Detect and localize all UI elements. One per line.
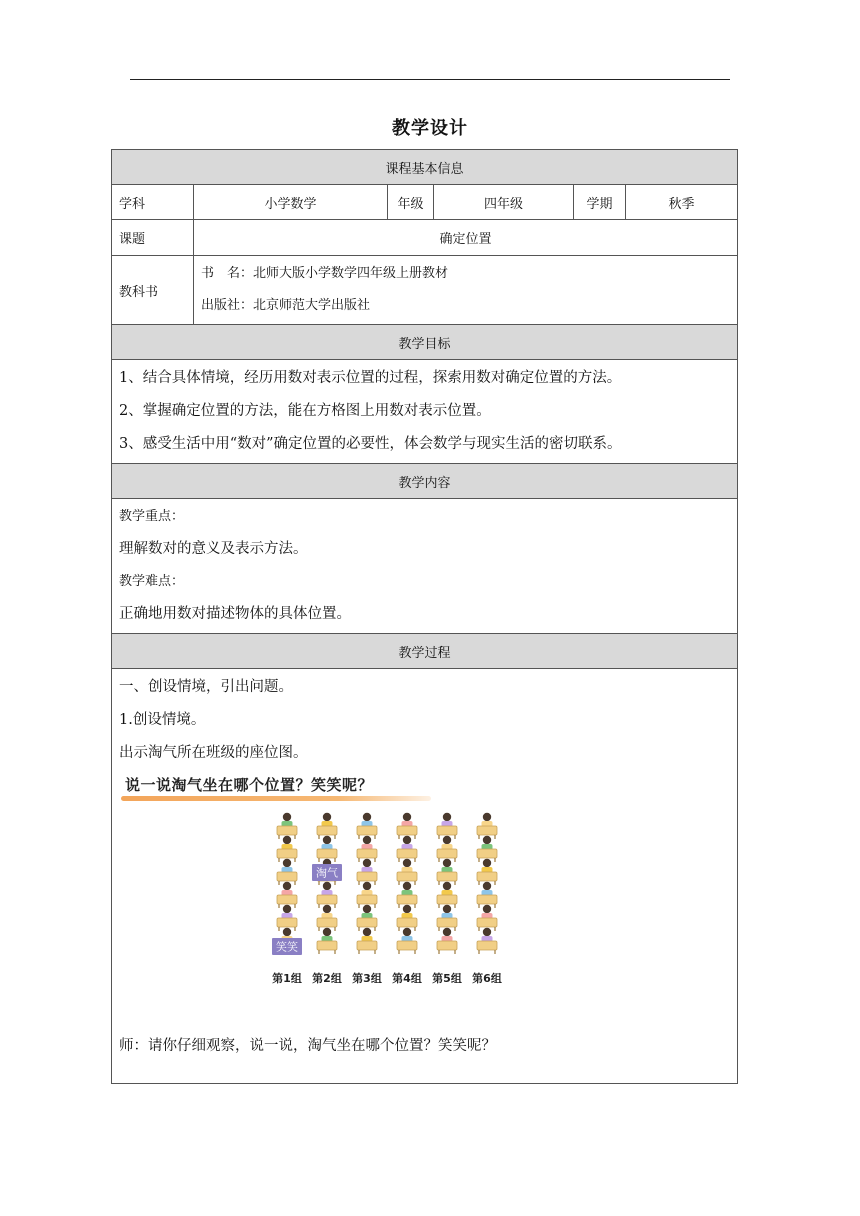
page-title: 教学设计 <box>392 118 468 139</box>
teacher-question: 师：请你仔细观察，说一说，淘气坐在哪个位置？笑笑呢？ <box>119 1038 496 1054</box>
content-header: 教学内容 <box>112 464 738 499</box>
student-head <box>323 813 331 821</box>
taoqi-tag: 淘气 <box>316 866 338 880</box>
student-head <box>283 928 291 936</box>
desk <box>277 918 297 927</box>
seating-figure <box>119 770 730 1026</box>
desk <box>277 872 297 881</box>
process-step-1-text: 出示淘气所在班级的座位图。 <box>119 745 308 761</box>
group-label: 第3组 <box>352 972 382 985</box>
student-head <box>323 836 331 844</box>
desk <box>397 826 417 835</box>
student-head <box>363 836 371 844</box>
student-head <box>403 859 411 867</box>
desk <box>477 941 497 950</box>
desk <box>437 872 457 881</box>
student-head <box>403 882 411 890</box>
student-head <box>483 928 491 936</box>
student-head <box>443 813 451 821</box>
desk <box>397 895 417 904</box>
desk <box>477 918 497 927</box>
objectives-header: 教学目标 <box>112 325 738 360</box>
desk <box>317 941 337 950</box>
objective-item-3: 3、感受生活中用“数对”确定位置的必要性，体会数学与现实生活的密切联系。 <box>119 436 622 452</box>
textbook-name: 书 名：北师大版小学数学四年级上册教材 <box>201 266 449 281</box>
basic-info-header: 课程基本信息 <box>112 150 738 185</box>
student-head <box>403 928 411 936</box>
objective-item-2: 2、掌握确定位置的方法，能在方格图上用数对表示位置。 <box>119 403 491 419</box>
student-head <box>403 836 411 844</box>
desk <box>477 872 497 881</box>
topic-label: 课题 <box>112 220 194 256</box>
desk <box>437 941 457 950</box>
student-head <box>323 928 331 936</box>
desk <box>397 849 417 858</box>
group-label: 第6组 <box>472 972 502 985</box>
difficulty-text: 正确地用数对描述物体的具体位置。 <box>119 606 351 622</box>
student-head <box>363 813 371 821</box>
caption-highlight <box>121 796 431 801</box>
group-label: 第2组 <box>312 972 342 985</box>
desk <box>477 826 497 835</box>
key-point-text: 理解数对的意义及表示方法。 <box>119 541 308 557</box>
student-head <box>443 882 451 890</box>
student-head <box>443 905 451 913</box>
student-head <box>283 905 291 913</box>
xiaoxiao-tag: 笑笑 <box>276 940 298 954</box>
figure-caption: 说一说淘气坐在哪个位置？笑笑呢？ <box>125 776 374 794</box>
desk <box>357 895 377 904</box>
student-head <box>443 859 451 867</box>
desk <box>317 918 337 927</box>
student-head <box>483 836 491 844</box>
group-label: 第5组 <box>432 972 462 985</box>
desk <box>397 918 417 927</box>
topic-value: 确定位置 <box>194 220 738 256</box>
header-rule <box>130 79 730 80</box>
group-label: 第1组 <box>272 972 302 985</box>
desk <box>357 849 377 858</box>
process-step-1: 一、创设情境，引出问题。 <box>119 679 293 695</box>
student-head <box>483 905 491 913</box>
student-head <box>323 882 331 890</box>
desk <box>477 895 497 904</box>
group-label: 第4组 <box>392 972 422 985</box>
student-head <box>363 905 371 913</box>
difficulty-label: 教学难点： <box>119 574 185 589</box>
desk <box>357 941 377 950</box>
desk <box>357 918 377 927</box>
student-head <box>483 813 491 821</box>
textbook-publisher: 出版社：北京师范大学出版社 <box>201 298 371 313</box>
grade-label: 年级 <box>388 185 434 220</box>
classroom-seating-chart <box>267 810 517 1022</box>
term-value: 秋季 <box>626 185 738 220</box>
objective-item-1: 1、结合具体情境，经历用数对表示位置的过程，探索用数对确定位置的方法。 <box>119 370 622 386</box>
desk <box>317 826 337 835</box>
term-label: 学期 <box>574 185 626 220</box>
student-head <box>363 928 371 936</box>
textbook-label: 教科书 <box>112 256 194 325</box>
student-head <box>283 836 291 844</box>
student-head <box>363 859 371 867</box>
student-head <box>483 859 491 867</box>
student-head <box>443 928 451 936</box>
desk <box>277 826 297 835</box>
desk <box>277 849 297 858</box>
student-head <box>283 859 291 867</box>
desk <box>437 849 457 858</box>
desk <box>437 895 457 904</box>
desk <box>477 849 497 858</box>
desk <box>317 849 337 858</box>
desk <box>357 826 377 835</box>
grade-value: 四年级 <box>434 185 574 220</box>
subject-value: 小学数学 <box>194 185 388 220</box>
desk <box>317 895 337 904</box>
lesson-design-table <box>111 149 738 1084</box>
desk <box>437 826 457 835</box>
desk <box>277 895 297 904</box>
desk <box>397 941 417 950</box>
student-head <box>283 813 291 821</box>
desk <box>397 872 417 881</box>
desk <box>357 872 377 881</box>
student-head <box>283 882 291 890</box>
student-head <box>323 905 331 913</box>
process-header: 教学过程 <box>112 634 738 669</box>
student-head <box>483 882 491 890</box>
student-head <box>403 813 411 821</box>
student-head <box>443 836 451 844</box>
student-head <box>363 882 371 890</box>
desk <box>437 918 457 927</box>
process-step-1-1: 1.创设情境。 <box>119 712 206 728</box>
subject-label: 学科 <box>112 185 194 220</box>
key-point-label: 教学重点： <box>119 509 185 524</box>
student-head <box>403 905 411 913</box>
